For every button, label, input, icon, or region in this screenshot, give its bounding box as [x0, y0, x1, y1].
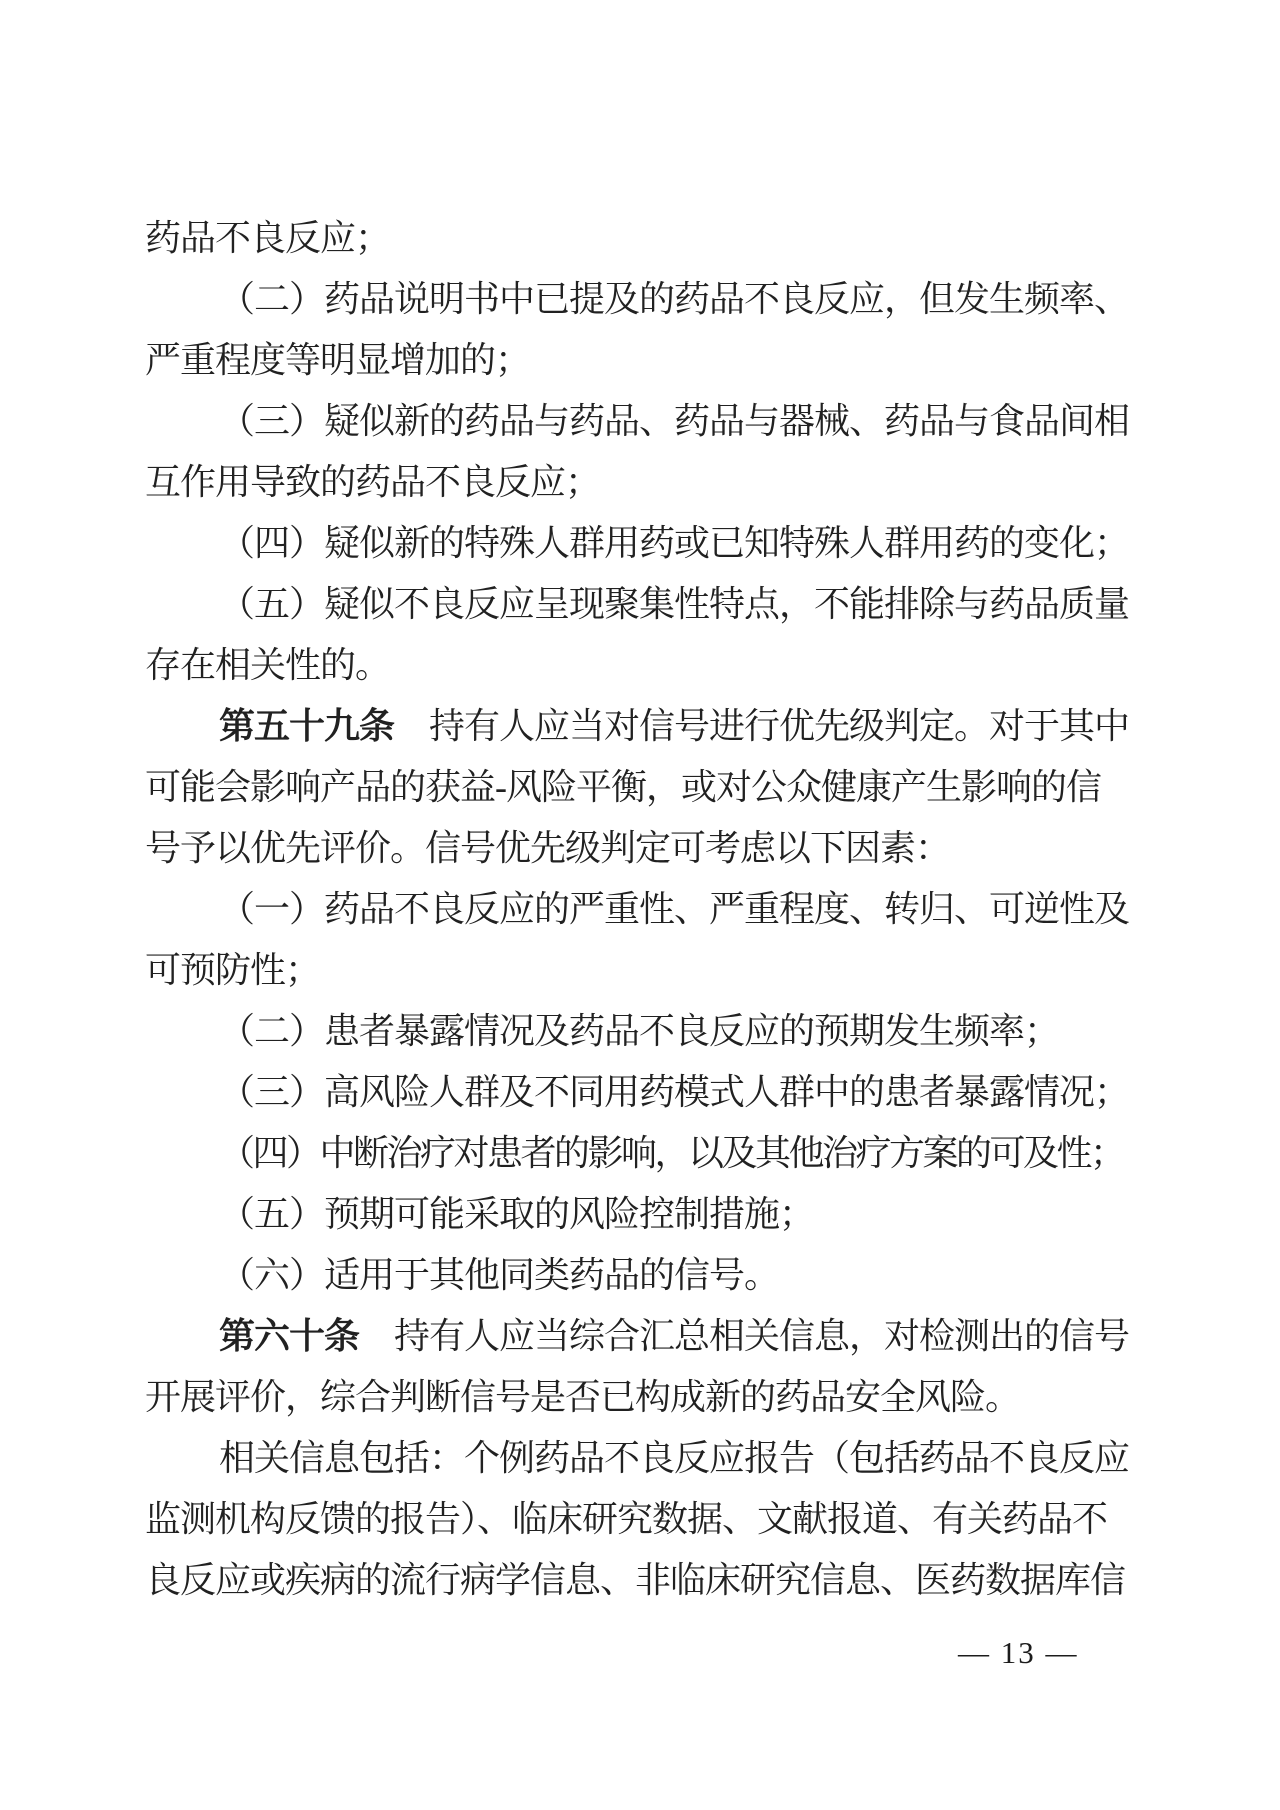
text-line: 良反应或疾病的流行病学信息、非临床研究信息、医药数据库信 — [145, 1560, 1126, 1600]
text-line: 严重程度等明显增加的； — [145, 340, 531, 380]
document-text — [145, 208, 1145, 1611]
text-line: （二）药品说明书中已提及的药品不良反应，但发生频率、 — [219, 279, 1130, 319]
text-line: 互作用导致的药品不良反应； — [145, 462, 601, 502]
text-line: （三）高风险人群及不同用药模式人群中的患者暴露情况； — [219, 1072, 1130, 1112]
text-line: 第五十九条 持有人应当对信号进行优先级判定。对于其中 — [219, 706, 1130, 746]
text-line: （三）疑似新的药品与药品、药品与器械、药品与食品间相 — [219, 401, 1130, 441]
text-line: 相关信息包括：个例药品不良反应报告（包括药品不良反应 — [219, 1438, 1130, 1478]
text-line: （二）患者暴露情况及药品不良反应的预期发生频率； — [219, 1011, 1060, 1051]
article-heading: 第五十九条 — [219, 706, 395, 746]
text-line: 药品不良反应； — [145, 218, 391, 258]
text-line: （五）预期可能采取的风险控制措施； — [219, 1194, 815, 1234]
text-line: 监测机构反馈的报告）、临床研究数据、文献报道、有关药品不 — [145, 1499, 1108, 1539]
text-line: （四）中断治疗对患者的影响，以及其他治疗方案的可及性； — [219, 1133, 1124, 1173]
text-line: （六）适用于其他同类药品的信号。 — [219, 1255, 780, 1295]
text-line: 第六十条 持有人应当综合汇总相关信息，对检测出的信号 — [219, 1316, 1130, 1356]
article-heading: 第六十条 — [219, 1316, 360, 1356]
text-line: 可能会影响产品的获益-风险平衡，或对公众健康产生影响的信 — [145, 767, 1101, 807]
text-line: 存在相关性的。 — [145, 645, 391, 685]
text-line: （四）疑似新的特殊人群用药或已知特殊人群用药的变化； — [219, 523, 1130, 563]
text-line: （一）药品不良反应的严重性、严重程度、转归、可逆性及 — [219, 889, 1130, 929]
text-line: （五）疑似不良反应呈现聚集性特点，不能排除与药品质量 — [219, 584, 1130, 624]
text-line: 号予以优先评价。信号优先级判定可考虑以下因素： — [145, 828, 951, 868]
text-line: 可预防性； — [145, 950, 321, 990]
page-number: — 13 — — [958, 1635, 1079, 1670]
text-line: 开展评价，综合判断信号是否已构成新的药品安全风险。 — [145, 1377, 1021, 1417]
